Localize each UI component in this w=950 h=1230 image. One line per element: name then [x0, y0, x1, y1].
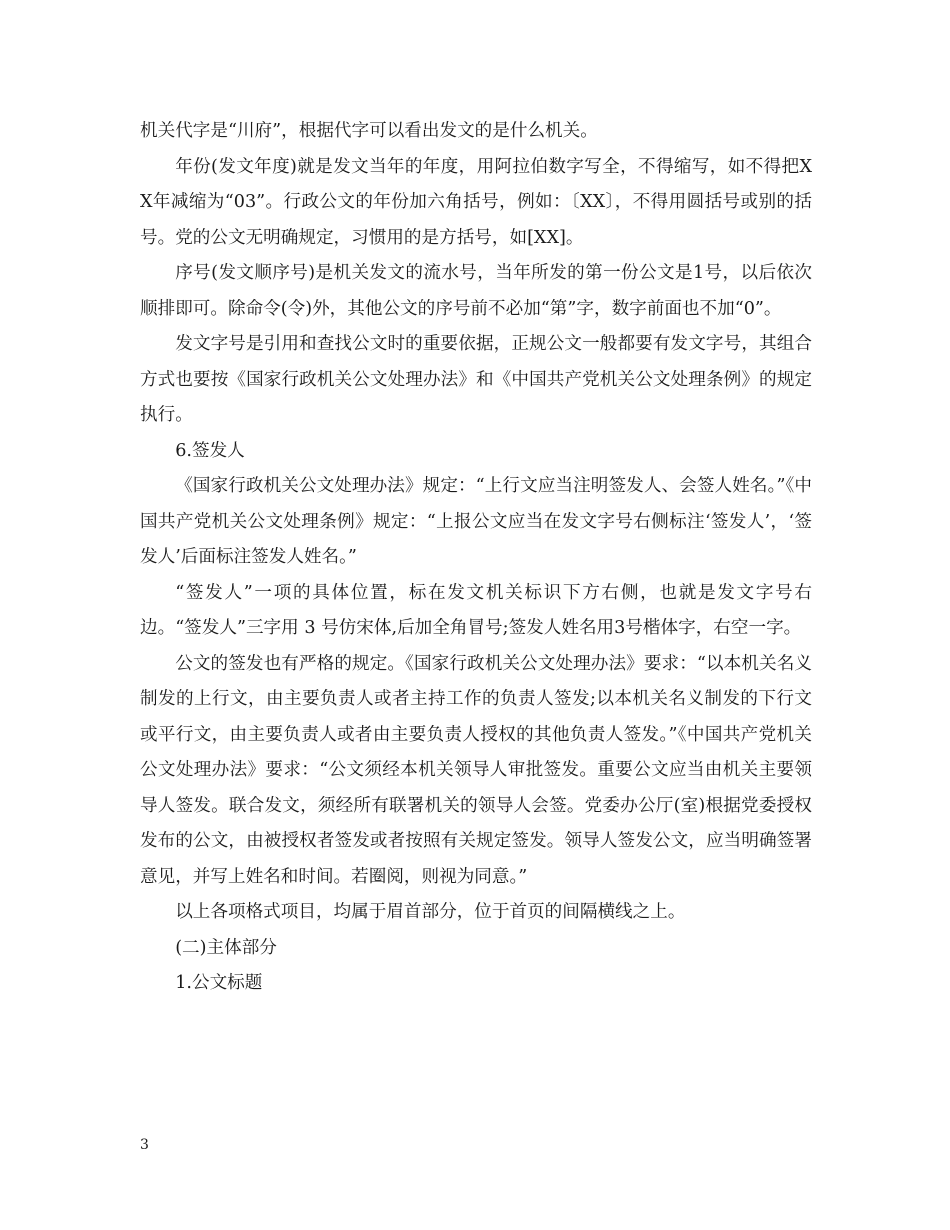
paragraph-signing-requirements: 公文的签发也有严格的规定。《国家行政机关公文处理办法》要求：“以本机关名义制发的上行文，由主要负责人或者主持工作的负责人签发;以本机关名义制发的下行文或平行文，由主要负责人或者由主要负责人授权的其他负责人签发。”《中国共产党机关公文处理办法》要求：“公文须经本机关领导人审批签发。重要公文应当由机关主要领导人签发。联合发文，须经所有联署机关的领导人会签。党委办公厅(室)根据党委授权发布的公文，由被授权者签发或者按照有关规定签发。领导人签发公文，应当明确签署意见，并写上姓名和时间。若圈阅，则视为同意。” — [140, 653, 812, 887]
paragraph-agency-code: 机关代字是“川府”，根据代字可以看出发文的是什么机关。 — [140, 121, 598, 141]
paragraph-document-number: 发文字号是引用和查找公文时的重要依据，正规公文一般都要有发文字号，其组合方式也要按《国家行政机关公文处理办法》和《中国共产党机关公文处理条例》的规定执行。 — [140, 334, 812, 425]
paragraph-serial-number: 序号(发文顺序号)是机关发文的流水号，当年所发的第一份公文是1号，以后依次顺排即可。除命令(令)外，其他公文的序号前不必加“第”字，数字前面也不加“0”。 — [140, 263, 812, 319]
paragraph-year: 年份(发文年度)就是发文当年的年度，用阿拉伯数字写全，不得缩写，如不得把XX年减缩为“03”。行政公文的年份加六角括号，例如：〔XX〕，不得用圆括号或别的括号。党的公文无明确规定，习惯用的是方括号，如[XX]。 — [140, 156, 812, 248]
section-heading-main-body: (二)主体部分 — [175, 937, 277, 958]
paragraph-signer-rules: 《国家行政机关公文处理办法》规定：“上行文应当注明签发人、会签人姓名。”《中国共产党机关公文处理条例》规定：“上报公文应当在发文字号右侧标注‘签发人’，‘签发人’后面标注签发人姓名。” — [140, 476, 812, 567]
page-number: 3 — [140, 1137, 149, 1153]
section-heading-signer: 6.签发人 — [175, 440, 245, 461]
section-heading-document-title: 1.公文标题 — [175, 973, 263, 993]
paragraph-header-summary: 以上各项格式项目，均属于眉首部分，位于首页的间隔横线之上。 — [175, 902, 686, 922]
paragraph-signer-position: “签发人”一项的具体位置，标在发文机关标识下方右侧，也就是发文字号右边。“签发人”三字用 3 号仿宋体,后加全角冒号;签发人姓名用3号楷体字，右空一字。 — [140, 582, 812, 638]
document-body — [140, 114, 812, 1002]
